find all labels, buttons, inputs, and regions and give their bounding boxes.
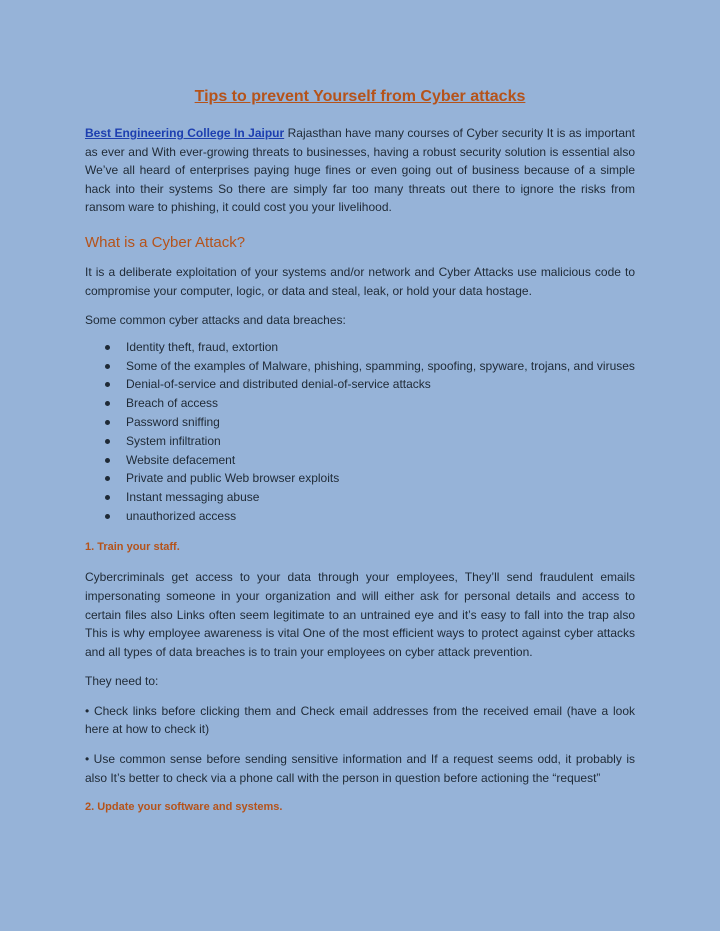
list-item: Password sniffing	[85, 413, 635, 432]
list-item: Denial-of-service and distributed denial-of-service attacks	[85, 375, 635, 394]
bullet-icon	[105, 420, 110, 425]
list-item: Website defacement	[85, 451, 635, 470]
attack-list	[85, 338, 635, 526]
bullet-icon	[105, 514, 110, 519]
list-item: Private and public Web browser exploits	[85, 469, 635, 488]
bullet-icon	[105, 439, 110, 444]
intro-text: Rajasthan have many courses of Cyber security It is as important as ever and With ever-growing threats to businesses, having a robust security solution is essential also We’ve all heard of enterprises paying huge fines or even going out of business because of a simple hack into their systems So there are simply far too many threats out there to ignore the risks from ransom ware to phishing, it could cost you your livelihood.	[85, 126, 635, 215]
they-need-to: They need to:	[85, 674, 159, 689]
document-page	[85, 86, 635, 829]
bullet-icon	[105, 458, 110, 463]
bullet-icon	[105, 382, 110, 387]
list-item: Some of the examples of Malware, phishing, spamming, spoofing, spyware, trojans, and viruses	[85, 357, 635, 376]
check-links-item: • Check links before clicking them and Check email addresses from the received email (have a look here at how to check it)	[85, 703, 635, 737]
bullet-icon	[105, 476, 110, 481]
list-item: Breach of access	[85, 394, 635, 413]
intro-paragraph	[85, 124, 635, 217]
bullet-icon	[105, 401, 110, 406]
common-sense-item: • Use common sense before sending sensitive information and If a request seems odd, it probably is also It’s better to check via a phone call with the person in question before actioning the “request”	[85, 752, 635, 785]
page-title: Tips to prevent Yourself from Cyber attacks	[194, 88, 526, 105]
section-heading-cyber-attack: What is a Cyber Attack?	[85, 233, 246, 251]
bullet-icon	[105, 364, 110, 369]
section-heading-update-software: 2. Update your software and systems.	[85, 801, 283, 814]
college-link[interactable]: Best Engineering College In Jaipur	[85, 126, 285, 140]
train-staff-paragraph: Cybercriminals get access to your data through your employees, They’ll send fraudulent emails impersonating someone in your organization and will either ask for personal details and access to certain files also Links often seem legitimate to an untrained eye and it’s easy to fall into the trap also This is why employee awareness is vital One of the most efficient ways to protect against cyber attacks and all types of data breaches is to train your employees on cyber attack prevention.	[85, 570, 635, 659]
list-item: Instant messaging abuse	[85, 488, 635, 507]
cyber-attack-definition: It is a deliberate exploitation of your systems and/or network and Cyber Attacks use malicious code to compromise your computer, logic, or data and steal, leak, or hold your data hostage.	[85, 264, 635, 298]
bullet-icon	[105, 345, 110, 350]
list-item: unauthorized access	[85, 507, 635, 526]
common-attacks-intro: Some common cyber attacks and data breaches:	[85, 313, 346, 328]
section-heading-train-staff: 1. Train your staff.	[85, 540, 180, 553]
list-item: Identity theft, fraud, extortion	[85, 338, 635, 357]
list-item: System infiltration	[85, 432, 635, 451]
bullet-icon	[105, 495, 110, 500]
